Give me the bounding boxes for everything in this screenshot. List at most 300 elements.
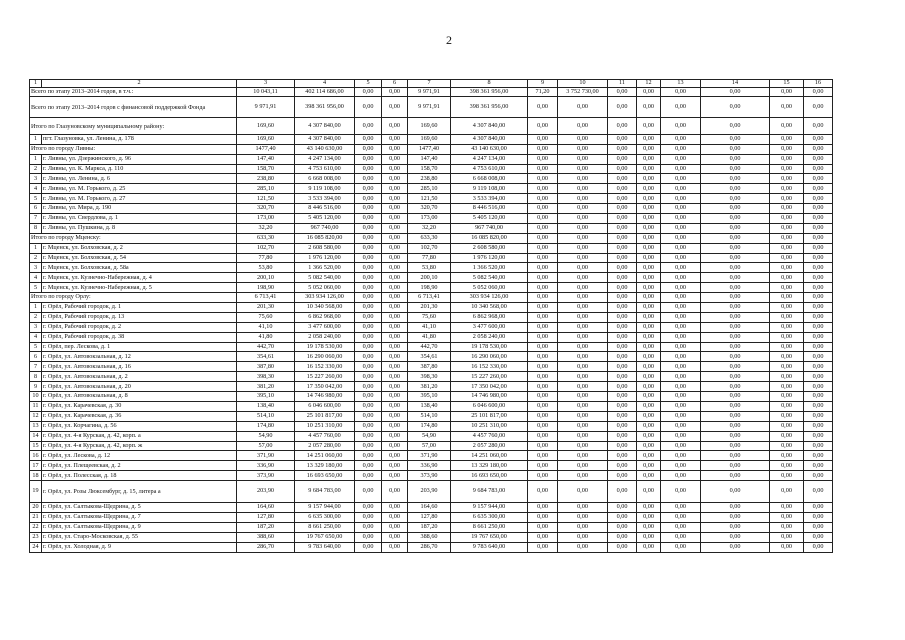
- address-cell: г. Орёл, ул. Карачевская, д. 30: [42, 401, 237, 411]
- value-cell: 0,00: [804, 382, 833, 392]
- value-cell: 10 340 568,00: [295, 303, 355, 313]
- value-cell: 0,00: [382, 392, 408, 402]
- value-cell: 0,00: [661, 97, 701, 118]
- row-number: 15: [30, 441, 42, 451]
- column-number: 3: [237, 80, 295, 88]
- value-cell: 9 684 783,00: [451, 481, 528, 503]
- value-cell: 187,20: [408, 522, 451, 532]
- value-cell: 0,00: [382, 342, 408, 352]
- value-cell: 395,10: [408, 392, 451, 402]
- value-cell: 127,80: [237, 512, 295, 522]
- value-cell: 14 746 980,00: [451, 392, 528, 402]
- value-cell: 0,00: [528, 352, 558, 362]
- value-cell: 0,00: [661, 312, 701, 322]
- value-cell: 0,00: [804, 372, 833, 382]
- value-cell: 164,60: [237, 503, 295, 513]
- value-cell: 174,80: [237, 421, 295, 431]
- value-cell: 0,00: [661, 283, 701, 293]
- value-cell: 320,70: [237, 204, 295, 214]
- value-cell: 0,00: [661, 87, 701, 97]
- value-cell: 0,00: [382, 184, 408, 194]
- value-cell: 0,00: [770, 283, 804, 293]
- value-cell: 0,00: [637, 441, 661, 451]
- value-cell: 0,00: [661, 118, 701, 135]
- value-cell: 1 366 520,00: [451, 263, 528, 273]
- value-cell: 0,00: [637, 532, 661, 542]
- value-cell: 398 361 956,00: [451, 97, 528, 118]
- value-cell: 0,00: [382, 303, 408, 313]
- value-cell: 0,00: [355, 263, 382, 273]
- value-cell: 0,00: [770, 471, 804, 481]
- value-cell: 201,30: [237, 303, 295, 313]
- value-cell: 0,00: [804, 431, 833, 441]
- value-cell: 16 693 650,00: [295, 471, 355, 481]
- value-cell: 0,00: [382, 451, 408, 461]
- value-cell: 0,00: [608, 214, 637, 224]
- value-cell: 0,00: [661, 542, 701, 552]
- value-cell: 285,10: [408, 184, 451, 194]
- value-cell: 0,00: [382, 372, 408, 382]
- value-cell: 0,00: [770, 421, 804, 431]
- value-cell: 0,00: [608, 273, 637, 283]
- value-cell: 0,00: [355, 392, 382, 402]
- value-cell: 0,00: [355, 164, 382, 174]
- value-cell: 0,00: [608, 512, 637, 522]
- value-cell: 0,00: [608, 253, 637, 263]
- value-cell: 0,00: [608, 503, 637, 513]
- value-cell: 0,00: [558, 471, 608, 481]
- value-cell: 5 082 540,00: [451, 273, 528, 283]
- value-cell: 0,00: [355, 303, 382, 313]
- value-cell: 127,80: [408, 512, 451, 522]
- value-cell: 0,00: [701, 134, 770, 144]
- value-cell: 0,00: [558, 342, 608, 352]
- value-cell: 0,00: [770, 263, 804, 273]
- address-cell: г. Орёл, пер. Лескова, д. 1: [42, 342, 237, 352]
- value-cell: 0,00: [661, 194, 701, 204]
- address-cell: г. Орёл, ул. Плещеевская, д. 2: [42, 461, 237, 471]
- value-cell: 0,00: [661, 253, 701, 263]
- value-cell: 77,80: [237, 253, 295, 263]
- value-cell: 388,60: [408, 532, 451, 542]
- value-cell: 16 152 330,00: [295, 362, 355, 372]
- value-cell: 0,00: [355, 372, 382, 382]
- column-number: 1: [30, 80, 42, 88]
- value-cell: 0,00: [528, 97, 558, 118]
- value-cell: 0,00: [701, 512, 770, 522]
- column-number-row: [30, 80, 833, 88]
- value-cell: 0,00: [608, 134, 637, 144]
- value-cell: 0,00: [608, 184, 637, 194]
- value-cell: 15 227 260,00: [451, 372, 528, 382]
- value-cell: 0,00: [382, 253, 408, 263]
- value-cell: 0,00: [804, 441, 833, 451]
- value-cell: 203,90: [408, 481, 451, 503]
- address-cell: г. Орёл, ул. Салтыкова-Щедрина, д. 9: [42, 522, 237, 532]
- address-cell: г. Орёл, ул. Автовокзальная, д. 20: [42, 382, 237, 392]
- value-cell: 0,00: [382, 441, 408, 451]
- address-cell: г. Ливны, ул. К. Маркса, д. 110: [42, 164, 237, 174]
- value-cell: 0,00: [770, 342, 804, 352]
- value-cell: 0,00: [382, 223, 408, 233]
- value-cell: 0,00: [637, 451, 661, 461]
- subtotal-row: [30, 118, 833, 135]
- value-cell: 0,00: [558, 451, 608, 461]
- value-cell: 0,00: [804, 118, 833, 135]
- value-cell: 14 251 060,00: [451, 451, 528, 461]
- column-number: 8: [451, 80, 528, 88]
- value-cell: 0,00: [558, 461, 608, 471]
- value-cell: 0,00: [701, 401, 770, 411]
- value-cell: 0,00: [770, 144, 804, 154]
- value-cell: 0,00: [637, 401, 661, 411]
- value-cell: 0,00: [770, 243, 804, 253]
- value-cell: 0,00: [637, 97, 661, 118]
- value-cell: 0,00: [701, 194, 770, 204]
- value-cell: 13 329 180,00: [451, 461, 528, 471]
- value-cell: 381,20: [237, 382, 295, 392]
- value-cell: 0,00: [558, 431, 608, 441]
- value-cell: 398 361 956,00: [451, 87, 528, 97]
- value-cell: 0,00: [355, 243, 382, 253]
- value-cell: 0,00: [382, 293, 408, 303]
- value-cell: 0,00: [770, 134, 804, 144]
- address-cell: г. Мценск, ул. Болховская, д. 58а: [42, 263, 237, 273]
- value-cell: 0,00: [770, 512, 804, 522]
- value-cell: 0,00: [701, 322, 770, 332]
- value-cell: 0,00: [701, 293, 770, 303]
- value-cell: 0,00: [804, 451, 833, 461]
- value-cell: 9 783 640,00: [295, 542, 355, 552]
- value-cell: 0,00: [804, 164, 833, 174]
- value-cell: 0,00: [382, 461, 408, 471]
- row-number: 18: [30, 471, 42, 481]
- value-cell: 0,00: [637, 134, 661, 144]
- value-cell: 0,00: [382, 411, 408, 421]
- value-cell: 6 668 008,00: [295, 174, 355, 184]
- value-cell: 0,00: [661, 512, 701, 522]
- value-cell: 0,00: [637, 223, 661, 233]
- value-cell: 0,00: [382, 283, 408, 293]
- address-cell: г. Орёл, ул. Холодная, д. 9: [42, 542, 237, 552]
- value-cell: 6 862 968,00: [295, 312, 355, 322]
- value-cell: 0,00: [382, 233, 408, 243]
- value-cell: 0,00: [382, 503, 408, 513]
- value-cell: 0,00: [661, 184, 701, 194]
- value-cell: 0,00: [608, 243, 637, 253]
- value-cell: 387,80: [408, 362, 451, 372]
- row-number: 7: [30, 214, 42, 224]
- value-cell: 238,80: [237, 174, 295, 184]
- value-cell: 0,00: [608, 87, 637, 97]
- value-cell: 0,00: [382, 512, 408, 522]
- value-cell: 0,00: [804, 243, 833, 253]
- value-cell: 0,00: [558, 372, 608, 382]
- value-cell: 9 971,91: [408, 97, 451, 118]
- value-cell: 0,00: [701, 372, 770, 382]
- value-cell: 0,00: [608, 174, 637, 184]
- value-cell: 4 307 840,00: [295, 134, 355, 144]
- value-cell: 336,90: [237, 461, 295, 471]
- value-cell: 0,00: [382, 263, 408, 273]
- value-cell: 0,00: [804, 97, 833, 118]
- value-cell: 0,00: [701, 392, 770, 402]
- value-cell: 4 307 840,00: [451, 134, 528, 144]
- value-cell: 398,30: [237, 372, 295, 382]
- row-number: 24: [30, 542, 42, 552]
- value-cell: 0,00: [804, 362, 833, 372]
- subtotal-row: [30, 144, 833, 154]
- value-cell: 0,00: [701, 532, 770, 542]
- value-cell: 16 290 060,00: [451, 352, 528, 362]
- address-cell: г. Орёл, ул. Лескова, д. 12: [42, 451, 237, 461]
- value-cell: 10 251 310,00: [295, 421, 355, 431]
- value-cell: 0,00: [770, 542, 804, 552]
- value-cell: 0,00: [558, 273, 608, 283]
- value-cell: 0,00: [528, 392, 558, 402]
- value-cell: 200,10: [408, 273, 451, 283]
- value-cell: 16 085 820,00: [451, 233, 528, 243]
- value-cell: 0,00: [804, 263, 833, 273]
- value-cell: 0,00: [558, 303, 608, 313]
- value-cell: 0,00: [558, 283, 608, 293]
- value-cell: 0,00: [661, 451, 701, 461]
- value-cell: 8 661 250,00: [295, 522, 355, 532]
- value-cell: 0,00: [608, 97, 637, 118]
- address-cell: г. Орёл, ул. 4-я Курская, д. 42, корп. а: [42, 431, 237, 441]
- value-cell: 16 085 820,00: [295, 233, 355, 243]
- value-cell: 0,00: [382, 542, 408, 552]
- value-cell: 0,00: [637, 522, 661, 532]
- value-cell: 19 178 530,00: [295, 342, 355, 352]
- value-cell: 0,00: [608, 431, 637, 441]
- value-cell: 0,00: [558, 522, 608, 532]
- value-cell: 164,60: [408, 503, 451, 513]
- value-cell: 0,00: [770, 204, 804, 214]
- address-cell: г. Орёл, Рабочий городок, д. 38: [42, 332, 237, 342]
- value-cell: 0,00: [701, 204, 770, 214]
- value-cell: 0,00: [804, 332, 833, 342]
- value-cell: 0,00: [661, 214, 701, 224]
- value-cell: 0,00: [770, 372, 804, 382]
- column-number: 6: [382, 80, 408, 88]
- value-cell: 0,00: [608, 382, 637, 392]
- value-cell: 0,00: [608, 421, 637, 431]
- value-cell: 0,00: [608, 154, 637, 164]
- value-cell: 0,00: [701, 164, 770, 174]
- table-row: [30, 223, 833, 233]
- value-cell: 201,30: [408, 303, 451, 313]
- value-cell: 0,00: [355, 233, 382, 243]
- value-cell: 0,00: [661, 154, 701, 164]
- value-cell: 0,00: [558, 293, 608, 303]
- value-cell: 0,00: [804, 233, 833, 243]
- value-cell: 173,00: [237, 214, 295, 224]
- value-cell: 0,00: [637, 154, 661, 164]
- value-cell: 0,00: [608, 441, 637, 451]
- value-cell: 4 457 760,00: [295, 431, 355, 441]
- row-number: 3: [30, 322, 42, 332]
- value-cell: 0,00: [701, 332, 770, 342]
- value-cell: 0,00: [661, 223, 701, 233]
- value-cell: 0,00: [528, 481, 558, 503]
- address-cell: г. Ливны, ул. Мира, д. 190: [42, 204, 237, 214]
- address-cell: г. Орёл, ул. Автовокзальная, д. 12: [42, 352, 237, 362]
- value-cell: 0,00: [661, 431, 701, 441]
- value-cell: 0,00: [608, 401, 637, 411]
- value-cell: 0,00: [770, 441, 804, 451]
- value-cell: 2 057 280,00: [295, 441, 355, 451]
- column-number: 14: [701, 80, 770, 88]
- value-cell: 0,00: [770, 97, 804, 118]
- value-cell: 0,00: [355, 184, 382, 194]
- value-cell: 0,00: [637, 303, 661, 313]
- value-cell: 0,00: [355, 461, 382, 471]
- table-row: [30, 382, 833, 392]
- value-cell: 0,00: [637, 421, 661, 431]
- value-cell: 0,00: [701, 154, 770, 164]
- value-cell: 0,00: [661, 164, 701, 174]
- value-cell: 3 533 394,00: [295, 194, 355, 204]
- row-number: 6: [30, 352, 42, 362]
- value-cell: 371,90: [408, 451, 451, 461]
- value-cell: 398 361 956,00: [295, 97, 355, 118]
- row-number: 12: [30, 411, 42, 421]
- row-number: 1: [30, 303, 42, 313]
- value-cell: 0,00: [770, 233, 804, 243]
- value-cell: 0,00: [558, 154, 608, 164]
- address-cell: г. Орёл, ул. Салтыкова-Щедрина, д. 7: [42, 512, 237, 522]
- table-row: [30, 204, 833, 214]
- value-cell: 0,00: [637, 273, 661, 283]
- value-cell: 0,00: [558, 204, 608, 214]
- value-cell: 442,70: [237, 342, 295, 352]
- value-cell: 9 119 108,00: [295, 184, 355, 194]
- value-cell: 0,00: [558, 532, 608, 542]
- value-cell: 967 740,00: [451, 223, 528, 233]
- group-label: Всего по этапу 2013–2014 годов с финансовой поддержкой Фонда: [30, 97, 237, 118]
- value-cell: 16 693 650,00: [451, 471, 528, 481]
- row-number: 13: [30, 421, 42, 431]
- value-cell: 0,00: [608, 283, 637, 293]
- value-cell: 0,00: [608, 194, 637, 204]
- value-cell: 0,00: [528, 362, 558, 372]
- value-cell: 0,00: [528, 204, 558, 214]
- table-row: [30, 164, 833, 174]
- value-cell: 0,00: [382, 532, 408, 542]
- value-cell: 0,00: [701, 431, 770, 441]
- value-cell: 0,00: [701, 263, 770, 273]
- value-cell: 0,00: [701, 223, 770, 233]
- value-cell: 0,00: [382, 401, 408, 411]
- value-cell: 0,00: [528, 542, 558, 552]
- value-cell: 0,00: [661, 461, 701, 471]
- value-cell: 0,00: [701, 421, 770, 431]
- value-cell: 9 157 944,00: [295, 503, 355, 513]
- value-cell: 0,00: [558, 263, 608, 273]
- value-cell: 2 058 240,00: [451, 332, 528, 342]
- value-cell: 354,61: [408, 352, 451, 362]
- value-cell: 0,00: [770, 87, 804, 97]
- value-cell: 77,80: [408, 253, 451, 263]
- table-row: [30, 471, 833, 481]
- group-label: Итого по городу Мценску:: [30, 233, 237, 243]
- value-cell: 0,00: [637, 243, 661, 253]
- value-cell: 0,00: [804, 253, 833, 263]
- value-cell: 0,00: [661, 322, 701, 332]
- value-cell: 0,00: [355, 87, 382, 97]
- value-cell: 0,00: [355, 134, 382, 144]
- address-cell: г. Орёл, ул. Корчагина, д. 56: [42, 421, 237, 431]
- value-cell: 0,00: [528, 401, 558, 411]
- value-cell: 0,00: [558, 392, 608, 402]
- value-cell: 0,00: [382, 118, 408, 135]
- row-number: 1: [30, 134, 42, 144]
- row-number: 2: [30, 312, 42, 322]
- group-label: Итого по городу Орлу:: [30, 293, 237, 303]
- value-cell: 0,00: [382, 214, 408, 224]
- column-number: 4: [295, 80, 355, 88]
- value-cell: 514,10: [408, 411, 451, 421]
- value-cell: 1477,40: [408, 144, 451, 154]
- value-cell: 0,00: [355, 471, 382, 481]
- value-cell: 0,00: [382, 322, 408, 332]
- value-cell: 0,00: [661, 144, 701, 154]
- value-cell: 0,00: [382, 87, 408, 97]
- row-number: 14: [30, 431, 42, 441]
- value-cell: 0,00: [770, 312, 804, 322]
- value-cell: 10 340 568,00: [451, 303, 528, 313]
- value-cell: 0,00: [355, 522, 382, 532]
- value-cell: 0,00: [528, 194, 558, 204]
- table-row: [30, 134, 833, 144]
- value-cell: 0,00: [355, 401, 382, 411]
- value-cell: 75,60: [408, 312, 451, 322]
- value-cell: 0,00: [528, 184, 558, 194]
- value-cell: 8 661 250,00: [451, 522, 528, 532]
- table-row: [30, 392, 833, 402]
- value-cell: 0,00: [558, 312, 608, 322]
- value-cell: 0,00: [637, 194, 661, 204]
- address-cell: г. Орёл, ул. Старо-Московская, д. 55: [42, 532, 237, 542]
- value-cell: 0,00: [637, 503, 661, 513]
- value-cell: 0,00: [558, 481, 608, 503]
- subtotal-row: [30, 87, 833, 97]
- address-cell: г. Ливны, ул. Свердлова, д. 1: [42, 214, 237, 224]
- value-cell: 0,00: [637, 174, 661, 184]
- value-cell: 0,00: [355, 382, 382, 392]
- value-cell: 0,00: [770, 522, 804, 532]
- value-cell: 0,00: [355, 322, 382, 332]
- group-label: Итого по Глазуновскому муниципальному району:: [30, 118, 237, 135]
- value-cell: 0,00: [804, 471, 833, 481]
- value-cell: 0,00: [528, 303, 558, 313]
- value-cell: 0,00: [528, 382, 558, 392]
- value-cell: 0,00: [661, 342, 701, 352]
- value-cell: 0,00: [355, 283, 382, 293]
- value-cell: 3 477 600,00: [451, 322, 528, 332]
- row-number: 6: [30, 204, 42, 214]
- value-cell: 0,00: [558, 194, 608, 204]
- value-cell: 174,80: [408, 421, 451, 431]
- row-number: 2: [30, 164, 42, 174]
- value-cell: 0,00: [528, 512, 558, 522]
- address-cell: г. Орёл, ул. Карачевская, д. 36: [42, 411, 237, 421]
- value-cell: 0,00: [661, 362, 701, 372]
- table-row: [30, 503, 833, 513]
- value-cell: 0,00: [701, 503, 770, 513]
- value-cell: 0,00: [355, 421, 382, 431]
